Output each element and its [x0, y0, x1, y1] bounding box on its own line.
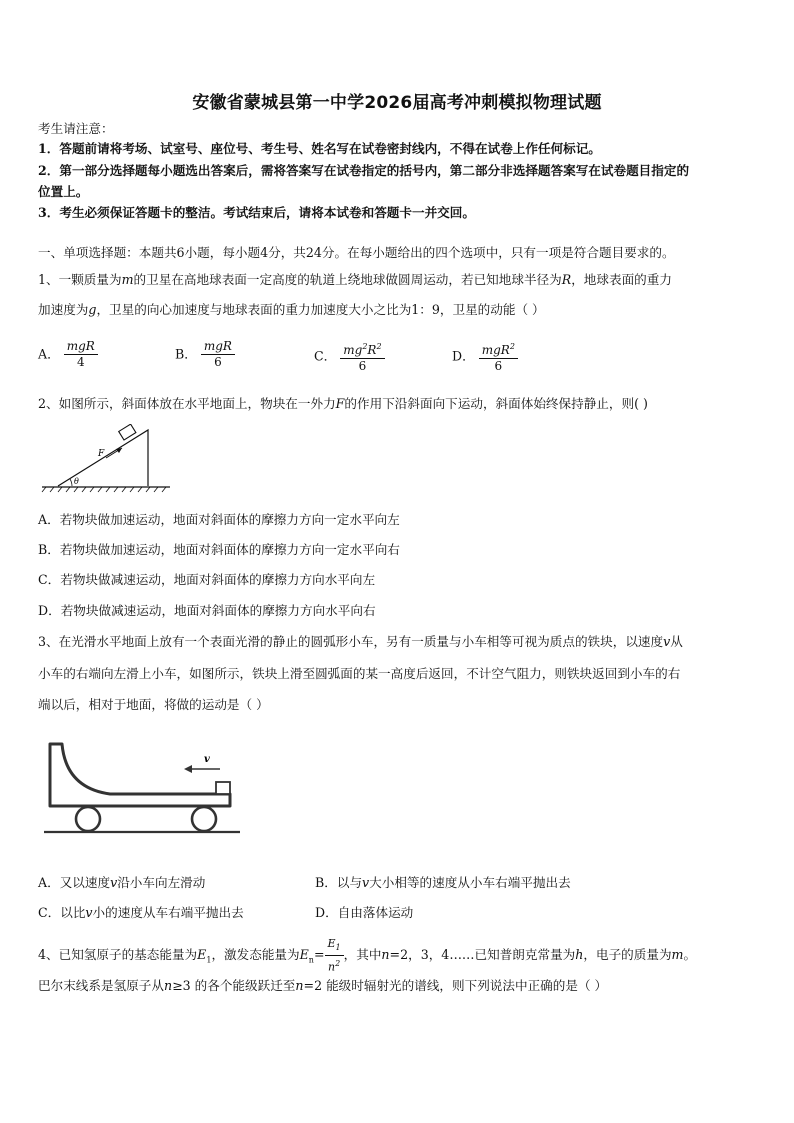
exponent: 2	[376, 342, 382, 351]
option-text: 大小相等的速度从小车右端平抛出去	[369, 875, 571, 890]
subscript: 1	[335, 943, 341, 953]
denominator: 6	[358, 359, 367, 373]
subscript: 1	[206, 955, 212, 965]
exponent: 2	[362, 342, 368, 351]
q4-text: ，电子的质量为	[583, 946, 672, 962]
numerator-part: mgR	[481, 343, 510, 357]
q3-stem-line-2: 小车的右端向左滑上小车，如图所示，铁块上滑至圆弧面的某一高度后返回，不计空气阻力，则铁块返回到小车的右	[38, 666, 681, 681]
option-label: D．	[452, 348, 475, 364]
q3-stem-line-3: 端以后，相对于地面，将做的运动是（ ）	[38, 697, 269, 712]
q2-text: 2、如图所示，斜面体放在水平地面上，物块在一外力	[38, 396, 336, 411]
notice-line-1: 1．答题前请将考场、试室号、座位号、考生号、姓名写在试卷密封线内，不得在试卷上作任何标记。	[38, 141, 601, 156]
q3-var-v: v	[663, 634, 671, 649]
numerator-part: R	[367, 343, 377, 357]
numerator-part: mg	[343, 343, 363, 357]
denominator: 6	[214, 355, 222, 369]
q2-option-d: D．若物块做减速运动，地面对斜面体的摩擦力方向水平向右	[38, 603, 376, 618]
numerator-part: E	[327, 937, 336, 950]
q4-var-en: E	[299, 946, 309, 962]
angle-arc	[70, 479, 72, 486]
q4-text: 。	[683, 946, 697, 962]
fraction	[325, 936, 344, 975]
q1-text: 加速度为	[38, 302, 89, 317]
q1-stem-line-2	[38, 302, 545, 318]
fraction	[64, 339, 98, 370]
q4-var-e1: E	[197, 946, 207, 962]
q3-text: 从	[670, 634, 683, 649]
numerator	[479, 339, 518, 359]
q4-var-h: h	[575, 946, 584, 962]
notice-line-4: 3．考生必须保证答题卡的整洁。考试结束后，请将本试卷和答题卡一并交回。	[38, 205, 475, 220]
option-label: B．	[175, 346, 197, 362]
q4-var-n: n	[163, 978, 173, 993]
q3-text: 3、在光滑水平地面上放有一个表面光滑的静止的圆弧形小车，另有一质量与小车相等可视为质点的铁块，以速度	[38, 634, 664, 649]
option-text: A．又以速度	[38, 875, 111, 890]
q4-var-n: n	[295, 978, 304, 993]
page-title: 安徽省蒙城县第一中学2026届高考冲刺模拟物理试题	[192, 93, 602, 113]
option-text: D．自由落体运动	[315, 905, 414, 920]
option-text: C．以比	[38, 905, 86, 920]
q4-text: 巴尔末线系是氢原子从	[38, 978, 164, 993]
iron-block	[216, 782, 230, 794]
q1-option-a	[38, 339, 98, 370]
q4-text: =2 能级时辐射光的谱线，则下列说法中正确的是（ ）	[303, 978, 608, 993]
q3-stem-line-1	[38, 634, 683, 650]
q2-option-b: B．若物块做加速运动，地面对斜面体的摩擦力方向一定水平向右	[38, 542, 400, 557]
angle-label: θ	[74, 477, 79, 486]
fraction	[479, 339, 518, 374]
q4-text: ，激发态能量为	[211, 946, 300, 962]
q2-option-a: A．若物块做加速运动，地面对斜面体的摩擦力方向一定水平向左	[38, 512, 400, 527]
q1-text: ，地球表面的重力	[571, 272, 672, 287]
numerator	[325, 936, 344, 956]
denominator-part: n	[327, 960, 336, 974]
q3-option-d	[315, 905, 413, 921]
denominator: 4	[76, 355, 85, 369]
subscript: n	[308, 955, 314, 965]
q3-option-b	[315, 875, 571, 891]
denominator	[325, 956, 344, 975]
q2-var-f: F	[335, 396, 345, 411]
q1-text: 的卫星在高地球表面一定高度的轨道上绕地球做圆周运动，若已知地球半径为	[133, 272, 562, 287]
exponent: 2	[509, 342, 515, 351]
numerator: mgR	[64, 339, 98, 355]
fraction	[201, 339, 235, 370]
q2-stem	[38, 396, 648, 412]
q4-text: ，其中	[343, 946, 382, 962]
numerator: mgR	[201, 339, 235, 355]
q1-var-r: R	[561, 272, 572, 287]
block	[119, 424, 136, 440]
ground-hatching	[42, 487, 166, 492]
cart-body	[50, 744, 230, 806]
cart-wheel-right	[192, 807, 216, 831]
q4-text: =2，3，4……已知普朗克常量为	[389, 946, 576, 962]
notice-line-2: 2．第一部分选择题每小题选出答案后，需将答案写在试卷指定的括号内，第二部分非选择题答案写在试卷题目指定的	[38, 163, 690, 178]
option-var: v	[85, 905, 93, 920]
option-var: v	[110, 875, 118, 890]
q1-text: ，卫星的向心加速度与地球表面的重力加速度大小之比为1：9，卫星的动能（ ）	[96, 302, 545, 317]
q4-var-n: n	[381, 946, 390, 962]
q1-var-m: m	[121, 272, 134, 287]
q4-stem-line-1	[38, 936, 696, 975]
q1-option-b	[175, 339, 235, 370]
q3-option-c	[38, 905, 244, 921]
option-text: B．以与	[315, 875, 363, 890]
q1-stem-line-1	[38, 272, 672, 288]
equals-sign: =	[313, 946, 325, 962]
q2-option-c: C．若物块做减速运动，地面对斜面体的摩擦力方向水平向左	[38, 572, 376, 587]
incline-figure	[38, 424, 178, 494]
q4-var-m: m	[671, 946, 684, 962]
option-text: 小的速度从车右端平抛出去	[92, 905, 244, 920]
q1-var-g: g	[88, 302, 97, 317]
force-label: F	[98, 449, 105, 459]
velocity-arrowhead	[184, 765, 192, 773]
notice-heading: 考生请注意：	[38, 121, 114, 136]
option-text: 沿小车向左滑动	[117, 875, 206, 890]
option-label: A．	[38, 346, 60, 362]
cart-figure	[44, 738, 240, 838]
velocity-label: v	[204, 754, 210, 765]
q4-stem-line-2	[38, 978, 607, 994]
numerator	[340, 339, 384, 359]
option-label: C．	[314, 348, 337, 364]
option-var: v	[362, 875, 370, 890]
q1-option-d	[452, 339, 518, 374]
q1-option-c	[314, 339, 385, 374]
denominator: 6	[494, 359, 503, 373]
q4-text: 4、已知氢原子的基态能量为	[38, 946, 198, 962]
notice-line-3: 位置上。	[38, 184, 89, 199]
exponent: 2	[335, 959, 341, 969]
fraction	[340, 339, 384, 374]
q3-option-a	[38, 875, 205, 891]
q4-text: ≥3 的各个能级跃迁至	[172, 978, 296, 993]
q1-text: 1、一颗质量为	[38, 272, 122, 287]
cart-wheel-left	[76, 807, 100, 831]
q2-text: 的作用下沿斜面向下运动，斜面体始终保持静止，则( )	[344, 396, 648, 411]
section-heading: 一、单项选择题：本题共6小题，每小题4分，共24分。在每小题给出的四个选项中，只有一项是符合题目要求的。	[38, 245, 675, 260]
